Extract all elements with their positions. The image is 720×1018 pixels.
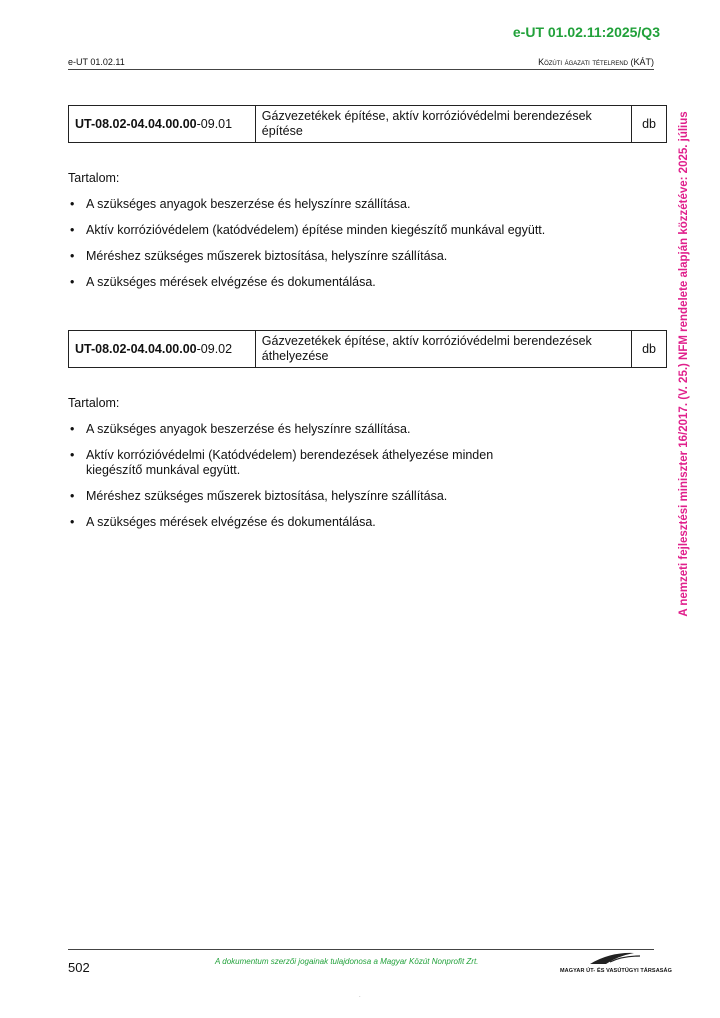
list-item: • A szükséges anyagok beszerzése és helyszínre szállítása. (68, 197, 628, 212)
page-number: 502 (68, 960, 90, 975)
item-description: Gázvezetékek építése, aktív korrózióvédelmi berendezések áthelyezése (255, 331, 631, 368)
item-row (69, 331, 667, 368)
side-note (674, 94, 694, 634)
page-header (68, 57, 654, 70)
header-right: Közúti ágazati tételrend (KÁT) (538, 57, 654, 67)
item-code-suffix: -09.02 (196, 342, 233, 356)
side-note-text: A nemzeti fejlesztési miniszter 16/2017. (V. 25.) NFM rendelete alapján közzétéve: 2025. július (678, 111, 690, 617)
item-table-1 (68, 105, 667, 143)
item-description: Gázvezetékek építése, aktív korrózióvédelmi berendezések építése (255, 106, 631, 143)
document-code: e-UT 01.02.11:2025/Q3 (512, 24, 660, 40)
content-label: Tartalom: (68, 171, 120, 185)
header-left: e-UT 01.02.11 (68, 57, 125, 67)
content-label: Tartalom: (68, 396, 120, 410)
item-code (69, 331, 256, 368)
item-code-main: UT-08.02-04.04.00.00 (75, 117, 197, 131)
item-code-main: UT-08.02-04.04.00.00 (75, 342, 197, 356)
list-item: • Méréshez szükséges műszerek biztosítása, helyszínre szállítása. (68, 249, 628, 264)
copyright-note: A dokumentum szerzői jogainak tulajdonosa a Magyar Közút Nonprofit Zrt. (215, 957, 479, 966)
logo-text: MAGYAR ÚT- ÉS VASÚTÜGYI TÁRSASÁG (560, 968, 672, 974)
list-item: • A szükséges anyagok beszerzése és helyszínre szállítása. (68, 422, 538, 437)
item-unit: db (632, 106, 667, 143)
item-content-1 (68, 171, 628, 301)
list-item: • A szükséges mérések elvégzése és dokumentálása. (68, 275, 628, 290)
list-item: • Méréshez szükséges műszerek biztosítása, helyszínre szállítása. (68, 489, 538, 504)
company-logo (560, 950, 672, 974)
item-row (69, 106, 667, 143)
list-item: • Aktív korrózióvédelmi (Katódvédelem) berendezések áthelyezése minden kiegészítő munkával együtt. (68, 448, 538, 478)
list-item: • Aktív korrózióvédelem (katódvédelem) építése minden kiegészítő munkával együtt. (68, 223, 628, 238)
item-content-2 (68, 396, 538, 541)
content-list (68, 197, 628, 290)
item-code (69, 106, 256, 143)
item-unit: db (632, 331, 667, 368)
item-table-2 (68, 330, 667, 368)
logo-swoosh-icon (560, 950, 658, 966)
item-code-suffix: -09.01 (196, 117, 233, 131)
list-item: • A szükséges mérések elvégzése és dokumentálása. (68, 515, 538, 530)
page-dot: . (359, 993, 361, 999)
content-list (68, 422, 538, 530)
